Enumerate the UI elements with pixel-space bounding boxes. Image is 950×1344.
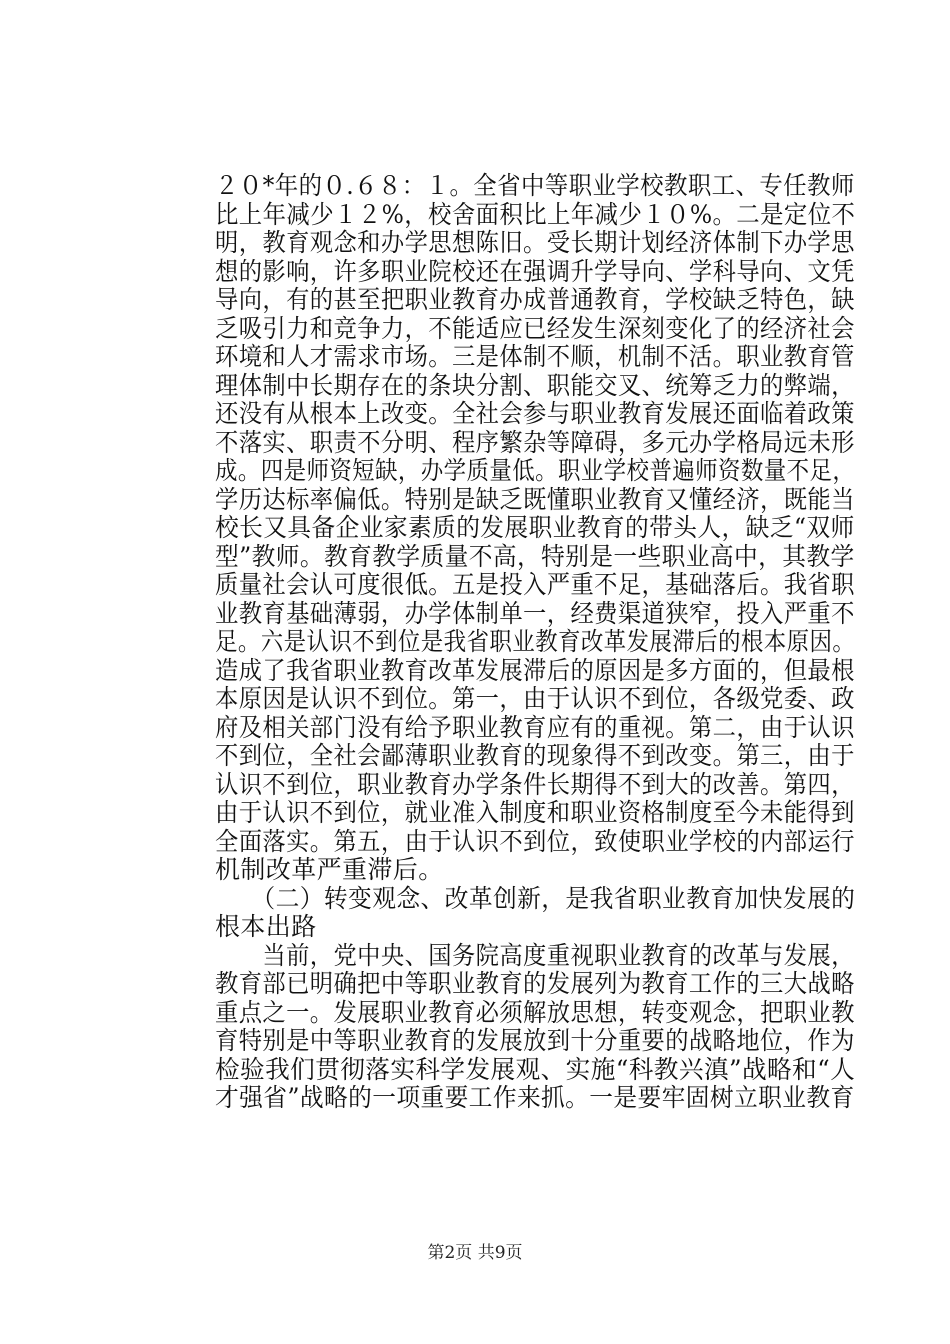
text-line: 导向，有的甚至把职业教育办成普通教育，学校缺乏特色，缺 bbox=[215, 285, 855, 314]
text-line: 明，教育观念和办学思想陈旧。受长期计划经济体制下办学思 bbox=[215, 228, 855, 257]
text-line: 理体制中长期存在的条块分割、职能交叉、统筹乏力的弊端， bbox=[215, 370, 855, 400]
text-line: 成。四是师资短缺，办学质量低。职业学校普遍师资数量不足， bbox=[215, 456, 856, 485]
text-line: （二）转变观念、改革创新，是我省职业教育加快发展的 bbox=[215, 883, 856, 913]
text-line: 足。六是认识不到位是我省职业教育改革发展滞后的根本原因。 bbox=[215, 627, 856, 656]
text-line: 业教育基础薄弱，办学体制单一，经费渠道狭窄，投入严重不 bbox=[215, 598, 855, 628]
text-line: 环境和人才需求市场。三是体制不顺，机制不活。职业教育管 bbox=[215, 342, 855, 371]
text-line: 全面落实。第五，由于认识不到位，致使职业学校的内部运行 bbox=[215, 826, 855, 856]
body-text bbox=[215, 172, 855, 1113]
text-line: 机制改革严重滞后。 bbox=[215, 855, 444, 884]
text-line: 不到位，全社会鄙薄职业教育的现象得不到改变。第三，由于 bbox=[215, 741, 855, 770]
text-line: 本原因是认识不到位。第一，由于认识不到位，各级党委、政 bbox=[215, 684, 855, 713]
text-line: 府及相关部门没有给予职业教育应有的重视。第二，由于认识 bbox=[215, 712, 855, 742]
text-line: 质量社会认可度很低。五是投入严重不足，基础落后。我省职 bbox=[215, 570, 855, 599]
text-line: 想的影响，许多职业院校还在强调升学导向、学科导向、文凭 bbox=[215, 256, 855, 286]
text-line: 型”教师。教育教学质量不高，特别是一些职业高中，其教学 bbox=[215, 541, 855, 571]
text-line: 不落实、职责不分明、程序繁杂等障碍，多元办学格局远未形 bbox=[215, 427, 855, 457]
text-line: 教育部已明确把中等职业教育的发展列为教育工作的三大战略 bbox=[215, 969, 855, 998]
text-line: 检验我们贯彻落实科学发展观、实施“科教兴滇”战略和“人 bbox=[215, 1054, 856, 1084]
text-line: 才强省”战略的一项重要工作来抓。一是要牢固树立职业教育 bbox=[215, 1083, 855, 1112]
text-line: 造成了我省职业教育改革发展滞后的原因是多方面的，但最根 bbox=[215, 655, 855, 685]
text-line: 校长又具备企业家素质的发展职业教育的带头人，缺乏“双师 bbox=[215, 513, 855, 542]
text-line: 还没有从根本上改变。全社会参与职业教育发展还面临着政策 bbox=[215, 399, 855, 428]
text-line: 由于认识不到位，就业准入制度和职业资格制度至今未能得到 bbox=[215, 798, 855, 827]
text-line: 乏吸引力和竞争力，不能适应已经发生深刻变化了的经济社会 bbox=[215, 313, 855, 343]
text-line: 重点之一。发展职业教育必须解放思想，转变观念，把职业教 bbox=[215, 997, 855, 1027]
text-line: 学历达标率偏低。特别是缺乏既懂职业教育又懂经济，既能当 bbox=[215, 484, 855, 514]
page-footer: 第2页 共9页 bbox=[427, 1243, 523, 1263]
text-line: 根本出路 bbox=[215, 912, 317, 941]
text-line: ２０*年的０.６８：１。全省中等职业学校教职工、专任教师 bbox=[215, 171, 855, 200]
text-line: 当前，党中央、国务院高度重视职业教育的改革与发展， bbox=[215, 940, 855, 970]
text-line: 比上年减少１２%，校舍面积比上年减少１０%。二是定位不 bbox=[215, 199, 856, 229]
text-line: 育特别是中等职业教育的发展放到十分重要的战略地位，作为 bbox=[215, 1026, 855, 1055]
text-line: 认识不到位，职业教育办学条件长期得不到大的改善。第四， bbox=[215, 769, 855, 799]
